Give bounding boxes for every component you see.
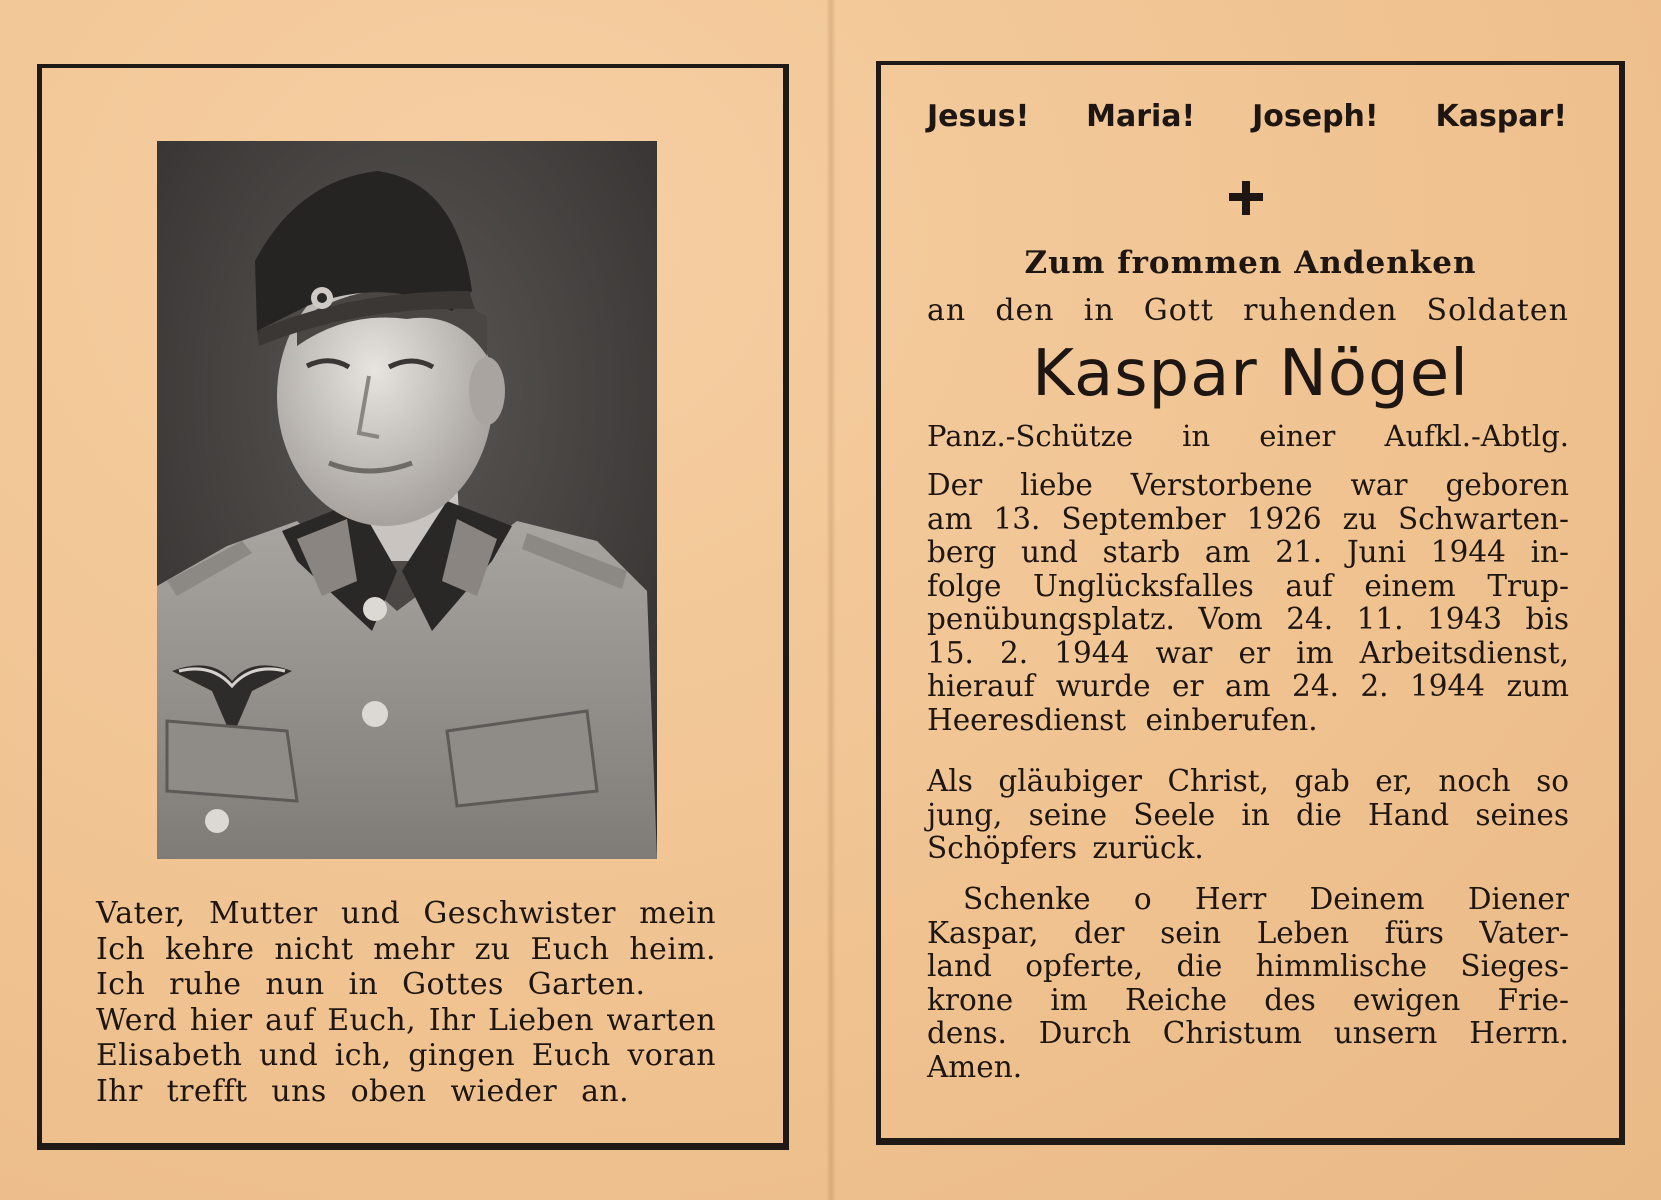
poem-line: Vater, Mutter und Geschwister mein bbox=[96, 896, 716, 931]
prayer-line: Amen. bbox=[927, 1049, 1023, 1084]
invocation-joseph: Joseph! bbox=[1252, 99, 1379, 134]
invocations bbox=[927, 99, 1567, 134]
portrait-illustration bbox=[157, 141, 657, 859]
prayer-line: Schenke o Herr Deinem Diener bbox=[963, 882, 1569, 916]
invocation-maria: Maria! bbox=[1086, 99, 1196, 134]
cross-icon bbox=[1229, 181, 1263, 215]
invocation-jesus: Jesus! bbox=[927, 99, 1030, 134]
faith-paragraph bbox=[927, 765, 1569, 866]
faith-line: Als gläubiger Christ, gab er, noch so bbox=[927, 764, 1569, 798]
biography bbox=[927, 469, 1569, 737]
prayer-line: Kaspar, der sein Leben fürs Vater- bbox=[927, 915, 1569, 950]
biography-line: folge Unglücksfalles auf einem Trup- bbox=[927, 568, 1569, 603]
military-rank: Panz.-Schütze in einer Aufkl.-Abtlg. bbox=[927, 419, 1569, 453]
biography-line: am 13. September 1926 zu Schwarten- bbox=[927, 501, 1569, 536]
card-fold bbox=[826, 0, 836, 1200]
poem-line: Werd hier auf Euch, Ihr Lieben warten bbox=[96, 1002, 716, 1038]
poem-line: Ihr trefft uns oben wieder an. bbox=[96, 1073, 630, 1109]
left-panel bbox=[37, 64, 789, 1150]
poem-line: Ich ruhe nun in Gottes Garten. bbox=[96, 967, 646, 1002]
biography-line: penübungsplatz. Vom 24. 11. 1943 bis bbox=[927, 602, 1569, 636]
poem bbox=[96, 896, 716, 1109]
prayer-paragraph bbox=[927, 883, 1569, 1084]
biography-line: Der liebe Verstorbene war geboren bbox=[927, 468, 1569, 502]
prayer-line: krone im Reiche des ewigen Frie- bbox=[927, 982, 1569, 1017]
memorial-subheading: an den in Gott ruhenden Soldaten bbox=[927, 293, 1569, 328]
deceased-name: Kaspar Nögel bbox=[1032, 337, 1469, 411]
right-panel bbox=[876, 61, 1625, 1145]
biography-line: Heeresdienst einberufen. bbox=[927, 702, 1318, 737]
faith-line: jung, seine Seele in die Hand seines bbox=[927, 797, 1569, 832]
poem-line: Elisabeth und ich, gingen Euch voran bbox=[96, 1038, 716, 1073]
soldier-portrait bbox=[157, 141, 657, 859]
invocation-kaspar: Kaspar! bbox=[1435, 99, 1567, 134]
prayer-line: land opferte, die himmlische Sieges- bbox=[927, 949, 1569, 983]
biography-line: hierauf wurde er am 24. 2. 1944 zum bbox=[927, 669, 1569, 703]
prayer-line: dens. Durch Christum unsern Herrn. bbox=[927, 1016, 1569, 1050]
biography-line: berg und starb am 21. Juni 1944 in- bbox=[927, 535, 1569, 569]
faith-line: Schöpfers zurück. bbox=[927, 831, 1204, 865]
poem-line: Ich kehre nicht mehr zu Euch heim. bbox=[96, 931, 716, 967]
memorial-heading: Zum frommen Andenken bbox=[1024, 245, 1477, 281]
biography-line: 15. 2. 1944 war er im Arbeitsdienst, bbox=[927, 635, 1569, 670]
